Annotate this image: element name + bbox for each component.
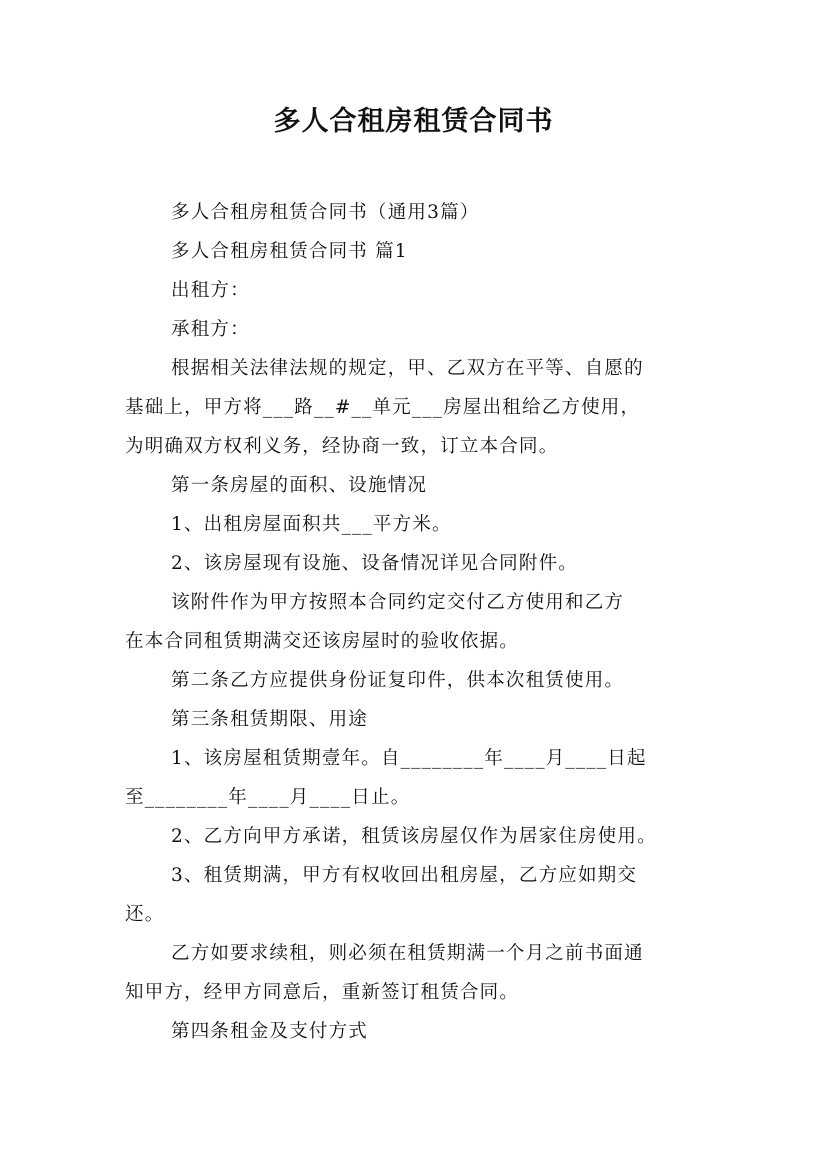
document-title: 多人合租房租赁合同书 bbox=[273, 106, 554, 137]
article-heading: 第一条房屋的面积、设施情况 bbox=[171, 475, 428, 496]
clause-line: 2、该房屋现有设施、设备情况详见合同附件。 bbox=[171, 553, 578, 574]
heading-part-1: 多人合租房租赁合同书 篇1 bbox=[171, 241, 408, 262]
paragraph-line: 该附件作为甲方按照本合同约定交付乙方使用和乙方 bbox=[171, 592, 625, 613]
document-body bbox=[125, 193, 715, 1051]
clause-line: 1、出租房屋面积共___平方米。 bbox=[171, 514, 452, 535]
clause-line: 还。 bbox=[125, 904, 165, 925]
paragraph-line: 乙方如要求续租，则必须在租赁期满一个月之前书面通 bbox=[171, 943, 644, 964]
paragraph-line: 基础上，甲方将___路__#__单元___房屋出租给乙方使用， bbox=[125, 397, 641, 418]
clause-line: 至________年____月____日止。 bbox=[125, 787, 411, 808]
heading-collection: 多人合租房租赁合同书（通用3篇） bbox=[171, 202, 480, 223]
lessee-line: 承租方： bbox=[171, 319, 250, 340]
article-heading: 第二条乙方应提供身份证复印件，供本次租赁使用。 bbox=[171, 670, 625, 691]
clause-line: 3、租赁期满，甲方有权收回出租房屋，乙方应如期交 bbox=[171, 865, 638, 886]
paragraph-line: 根据相关法律法规的规定，甲、乙双方在平等、自愿的 bbox=[171, 358, 644, 379]
lessor-line: 出租方： bbox=[171, 280, 250, 301]
paragraph-line: 为明确双方权利义务，经协商一致，订立本合同。 bbox=[125, 436, 559, 457]
paragraph-line: 在本合同租赁期满交还该房屋时的验收依据。 bbox=[125, 631, 520, 652]
paragraph-line: 知甲方，经甲方同意后，重新签订租赁合同。 bbox=[125, 982, 520, 1003]
clause-line: 2、乙方向甲方承诺，租赁该房屋仅作为居家住房使用。 bbox=[171, 826, 657, 847]
article-heading: 第三条租赁期限、用途 bbox=[171, 709, 369, 730]
clause-line: 1、该房屋租赁期壹年。自________年____月____日起 bbox=[171, 748, 647, 769]
article-heading: 第四条租金及支付方式 bbox=[171, 1021, 369, 1042]
